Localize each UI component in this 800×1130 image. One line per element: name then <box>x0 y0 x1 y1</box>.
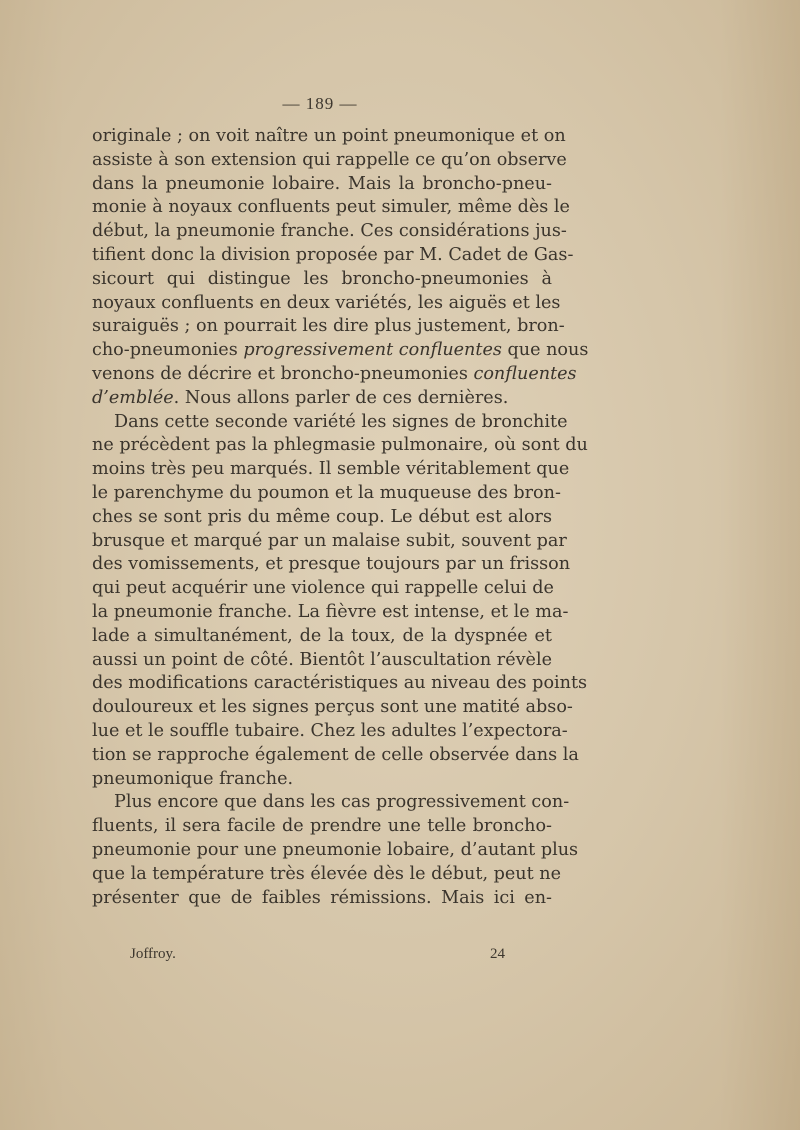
text-line-24: des modifications caractéristiques au niveau des points <box>92 673 588 694</box>
text-line-18: brusque et marqué par un malaise subit, souvent par <box>92 530 567 551</box>
text-line-32: que la température très élevée dès le début, peut ne <box>92 863 562 884</box>
text-line-6: tifient donc la division proposée par M. Cadet de Gas- <box>92 244 574 265</box>
text-line-16: le parenchyme du poumon et la muqueuse des bron- <box>92 482 561 503</box>
text-line-28: pneumonique franche. <box>92 768 294 789</box>
text-line-22: lade a simultanément, de la toux, de la dyspnée et <box>92 625 552 646</box>
text-line-14: ne précèdent pas la phlegmasie pulmonaire, où sont du <box>92 435 588 456</box>
italic-phrase: progressivement confluentes <box>243 340 502 361</box>
text-line-7: sicourt qui distingue les broncho-pneumonies à <box>92 268 552 289</box>
author-name: Joffroy. <box>130 946 176 962</box>
text-line-5: début, la pneumonie franche. Ces considérations jus- <box>92 221 567 242</box>
text-line-1: originale ; on voit naître un point pneumonique et on <box>92 126 566 146</box>
italic-phrase: confluentes <box>473 363 577 384</box>
text-line-12: d’emblée. Nous allons parler de ces dernières. <box>92 387 509 408</box>
text-line-25: douloureux et les signes perçus sont une matité abso- <box>92 697 573 718</box>
text-line-33: présenter que de faibles rémissions. Mais ici en- <box>92 887 552 908</box>
text-line-11: venons de décrire et broncho-pneumonies confluentes <box>92 363 577 384</box>
text-line-4: monie à noyaux confluents peut simuler, même dès le <box>92 197 570 218</box>
page-footer <box>130 946 505 968</box>
text-line-26: lue et le souffle tubaire. Chez les adultes l’expectora- <box>92 720 568 741</box>
text-line-10: cho-pneumonies progressivement confluentes que nous <box>92 340 589 361</box>
text-line-3: dans la pneumonie lobaire. Mais la broncho-pneu- <box>92 173 552 194</box>
text-line-8: noyaux confluents en deux variétés, les aiguës et les <box>92 292 561 313</box>
text-line-31: pneumonie pour une pneumonie lobaire, d’autant plus <box>92 839 579 860</box>
text-line-29: Plus encore que dans les cas progressivement con- <box>114 792 570 813</box>
body-text <box>92 125 589 910</box>
text-line-9: suraiguës ; on pourrait les dire plus justement, bron- <box>92 316 565 337</box>
text-line-2: assiste à son extension qui rappelle ce qu’on observe <box>92 149 567 170</box>
text-line-17: ches se sont pris du même coup. Le début est alors <box>92 506 552 527</box>
text-line-30: fluents, il sera facile de prendre une telle broncho- <box>92 816 552 837</box>
page-number: — 189 — <box>282 94 358 113</box>
text-line-15: moins très peu marqués. Il semble véritablement que <box>92 459 570 480</box>
italic-phrase: d’emblée <box>92 387 174 408</box>
signature-mark: 24 <box>490 946 505 962</box>
text-line-27: tion se rapproche également de celle observée dans la <box>92 744 579 765</box>
text-line-23: aussi un point de côté. Bientôt l’auscultation révèle <box>92 649 552 670</box>
text-line-21: la pneumonie franche. La fièvre est intense, et le ma- <box>92 601 569 622</box>
text-line-19: des vomissements, et presque toujours par un frisson <box>92 554 571 575</box>
text-line-13: Dans cette seconde variété les signes de bronchite <box>114 411 568 432</box>
text-line-20: qui peut acquérir une violence qui rappelle celui de <box>92 578 554 599</box>
